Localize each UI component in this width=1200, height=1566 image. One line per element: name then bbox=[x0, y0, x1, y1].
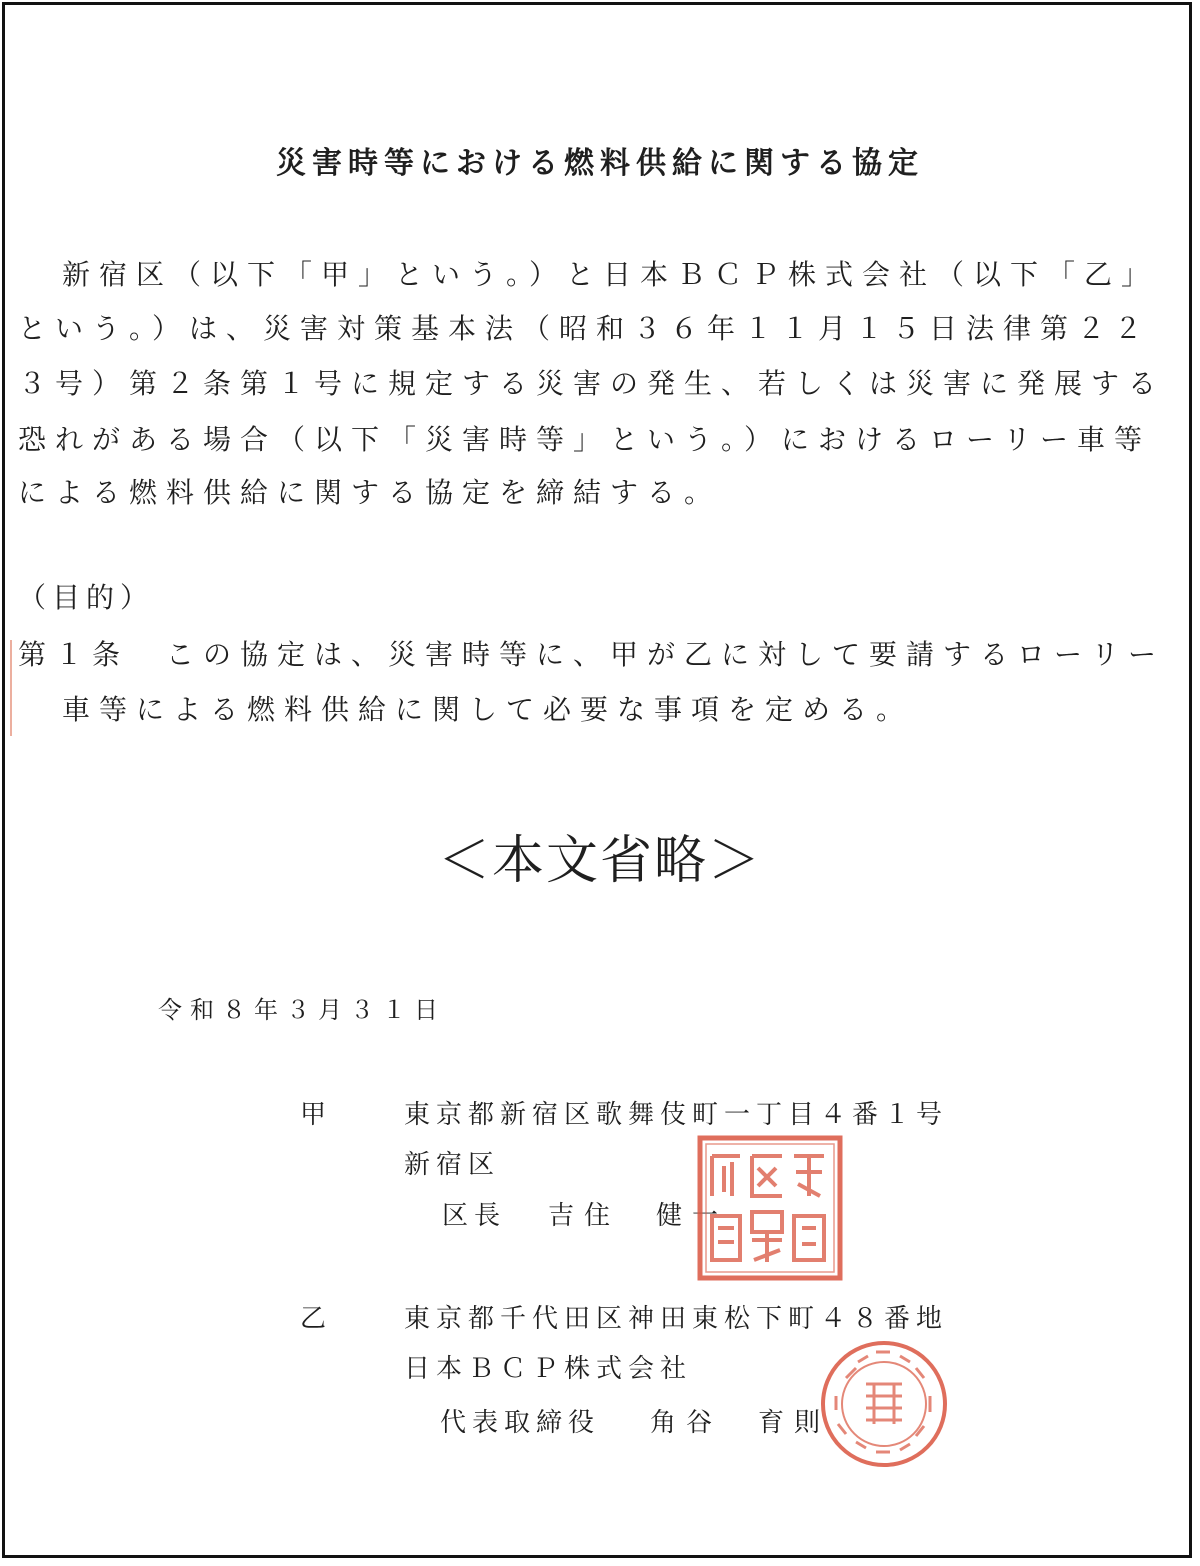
party-a-name: 新宿区 bbox=[404, 1150, 501, 1180]
party-b-name: 日本ＢＣＰ株式会社 bbox=[404, 1354, 693, 1384]
party-b-seal bbox=[818, 1338, 950, 1470]
document-title: 災害時等における燃料供給に関する協定 bbox=[276, 146, 924, 181]
agreement-date: 令和８年３月３１日 bbox=[158, 996, 446, 1024]
party-b-address: 東京都千代田区神田東松下町４８番地 bbox=[404, 1304, 949, 1334]
party-a-title: 区長 bbox=[442, 1201, 507, 1231]
omitted-notice: ＜本文省略＞ bbox=[437, 831, 762, 891]
article-1-line-1: 第１条 この協定は、災害時等に、甲が乙に対して要請するローリー bbox=[18, 638, 1166, 671]
preamble-line-1: 新宿区（以下「甲」という。）と日本ＢＣＰ株式会社（以下「乙」 bbox=[62, 258, 1159, 291]
party-a-representative: 吉住 健一 bbox=[548, 1201, 729, 1231]
party-b-title: 代表取締役 bbox=[440, 1408, 601, 1438]
party-a-label: 甲 bbox=[300, 1100, 327, 1130]
party-b-label: 乙 bbox=[300, 1304, 327, 1334]
party-a-seal bbox=[694, 1132, 846, 1284]
margin-mark bbox=[10, 640, 16, 736]
preamble-line-3: ３号）第２条第１号に規定する災害の発生、若しくは災害に発展する bbox=[18, 367, 1166, 400]
preamble-line-2: という。）は、災害対策基本法（昭和３６年１１月１５日法律第２２ bbox=[18, 312, 1152, 345]
article-heading: （目的） bbox=[18, 581, 155, 614]
preamble-line-5: による燃料供給に関する協定を締結する。 bbox=[18, 476, 722, 509]
article-1-line-2: 車等による燃料供給に関して必要な事項を定める。 bbox=[62, 693, 914, 726]
party-b-representative: 角谷 育則 bbox=[650, 1408, 831, 1438]
preamble-line-4: 恐れがある場合（以下「災害時等」という。）におけるローリー車等 bbox=[18, 423, 1152, 456]
party-a-address: 東京都新宿区歌舞伎町一丁目４番１号 bbox=[404, 1100, 949, 1130]
